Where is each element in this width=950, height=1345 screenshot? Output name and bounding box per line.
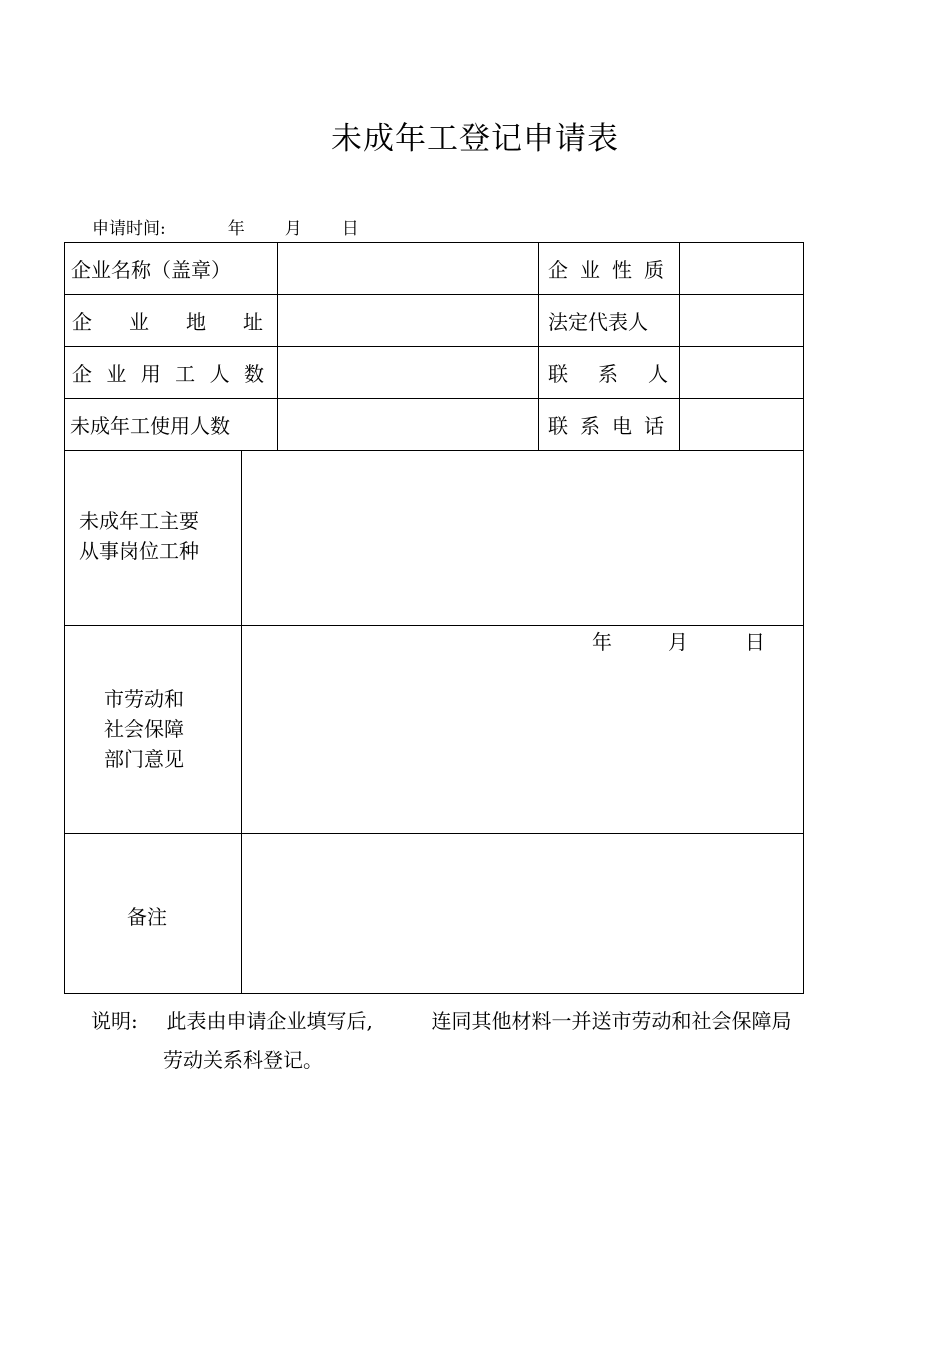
note-part2: 连同其他材料一并送市劳动和社会保障局 — [431, 1009, 792, 1033]
positions-label: 未成年工主要 从事岗位工种 — [79, 509, 199, 563]
opinion-date-day: 日 — [745, 630, 765, 654]
company-name-label: 企业名称（盖章） — [71, 258, 231, 282]
company-address-field[interactable] — [278, 295, 538, 346]
minor-count-field[interactable] — [278, 399, 538, 450]
apply-date-month: 月 — [284, 219, 302, 239]
note-part1: 此表由申请企业填写后, — [166, 1009, 373, 1033]
note-line2: 劳动关系科登记。 — [163, 1048, 323, 1072]
page-title: 未成年工登记申请表 — [331, 121, 619, 157]
company-nature-field[interactable] — [680, 243, 803, 294]
opinion-date-month: 月 — [668, 630, 688, 654]
company-nature-label: 企 业 性 质 — [548, 258, 664, 282]
legal-rep-label: 法定代表人 — [548, 310, 648, 334]
remarks-field[interactable] — [242, 834, 803, 993]
apply-date — [92, 214, 359, 239]
opinion-label: 市劳动和 社会保障 部门意见 — [104, 687, 184, 771]
legal-rep-field[interactable] — [680, 295, 803, 346]
apply-date-day: 日 — [341, 219, 359, 239]
contact-person-field[interactable] — [680, 347, 803, 398]
opinion-date-year: 年 — [592, 630, 612, 654]
employee-count-field[interactable] — [278, 347, 538, 398]
note — [91, 1005, 792, 1034]
company-name-field[interactable] — [278, 243, 538, 294]
minor-count-label: 未成年工使用人数 — [70, 414, 230, 438]
opinion-field[interactable] — [242, 626, 803, 833]
contact-person-label: 联 系 人 — [548, 362, 668, 386]
contact-phone-field[interactable] — [680, 399, 803, 450]
contact-phone-label: 联 系 电 话 — [548, 414, 664, 438]
company-address-label: 企 业 地 址 — [72, 310, 263, 334]
note-prefix: 说明: — [91, 1009, 138, 1033]
remarks-label: 备注 — [127, 905, 167, 929]
apply-date-label: 申请时间: — [92, 219, 166, 239]
positions-field[interactable] — [242, 451, 803, 625]
apply-date-year: 年 — [227, 219, 245, 239]
employee-count-label: 企 业 用 工 人 数 — [72, 362, 264, 386]
